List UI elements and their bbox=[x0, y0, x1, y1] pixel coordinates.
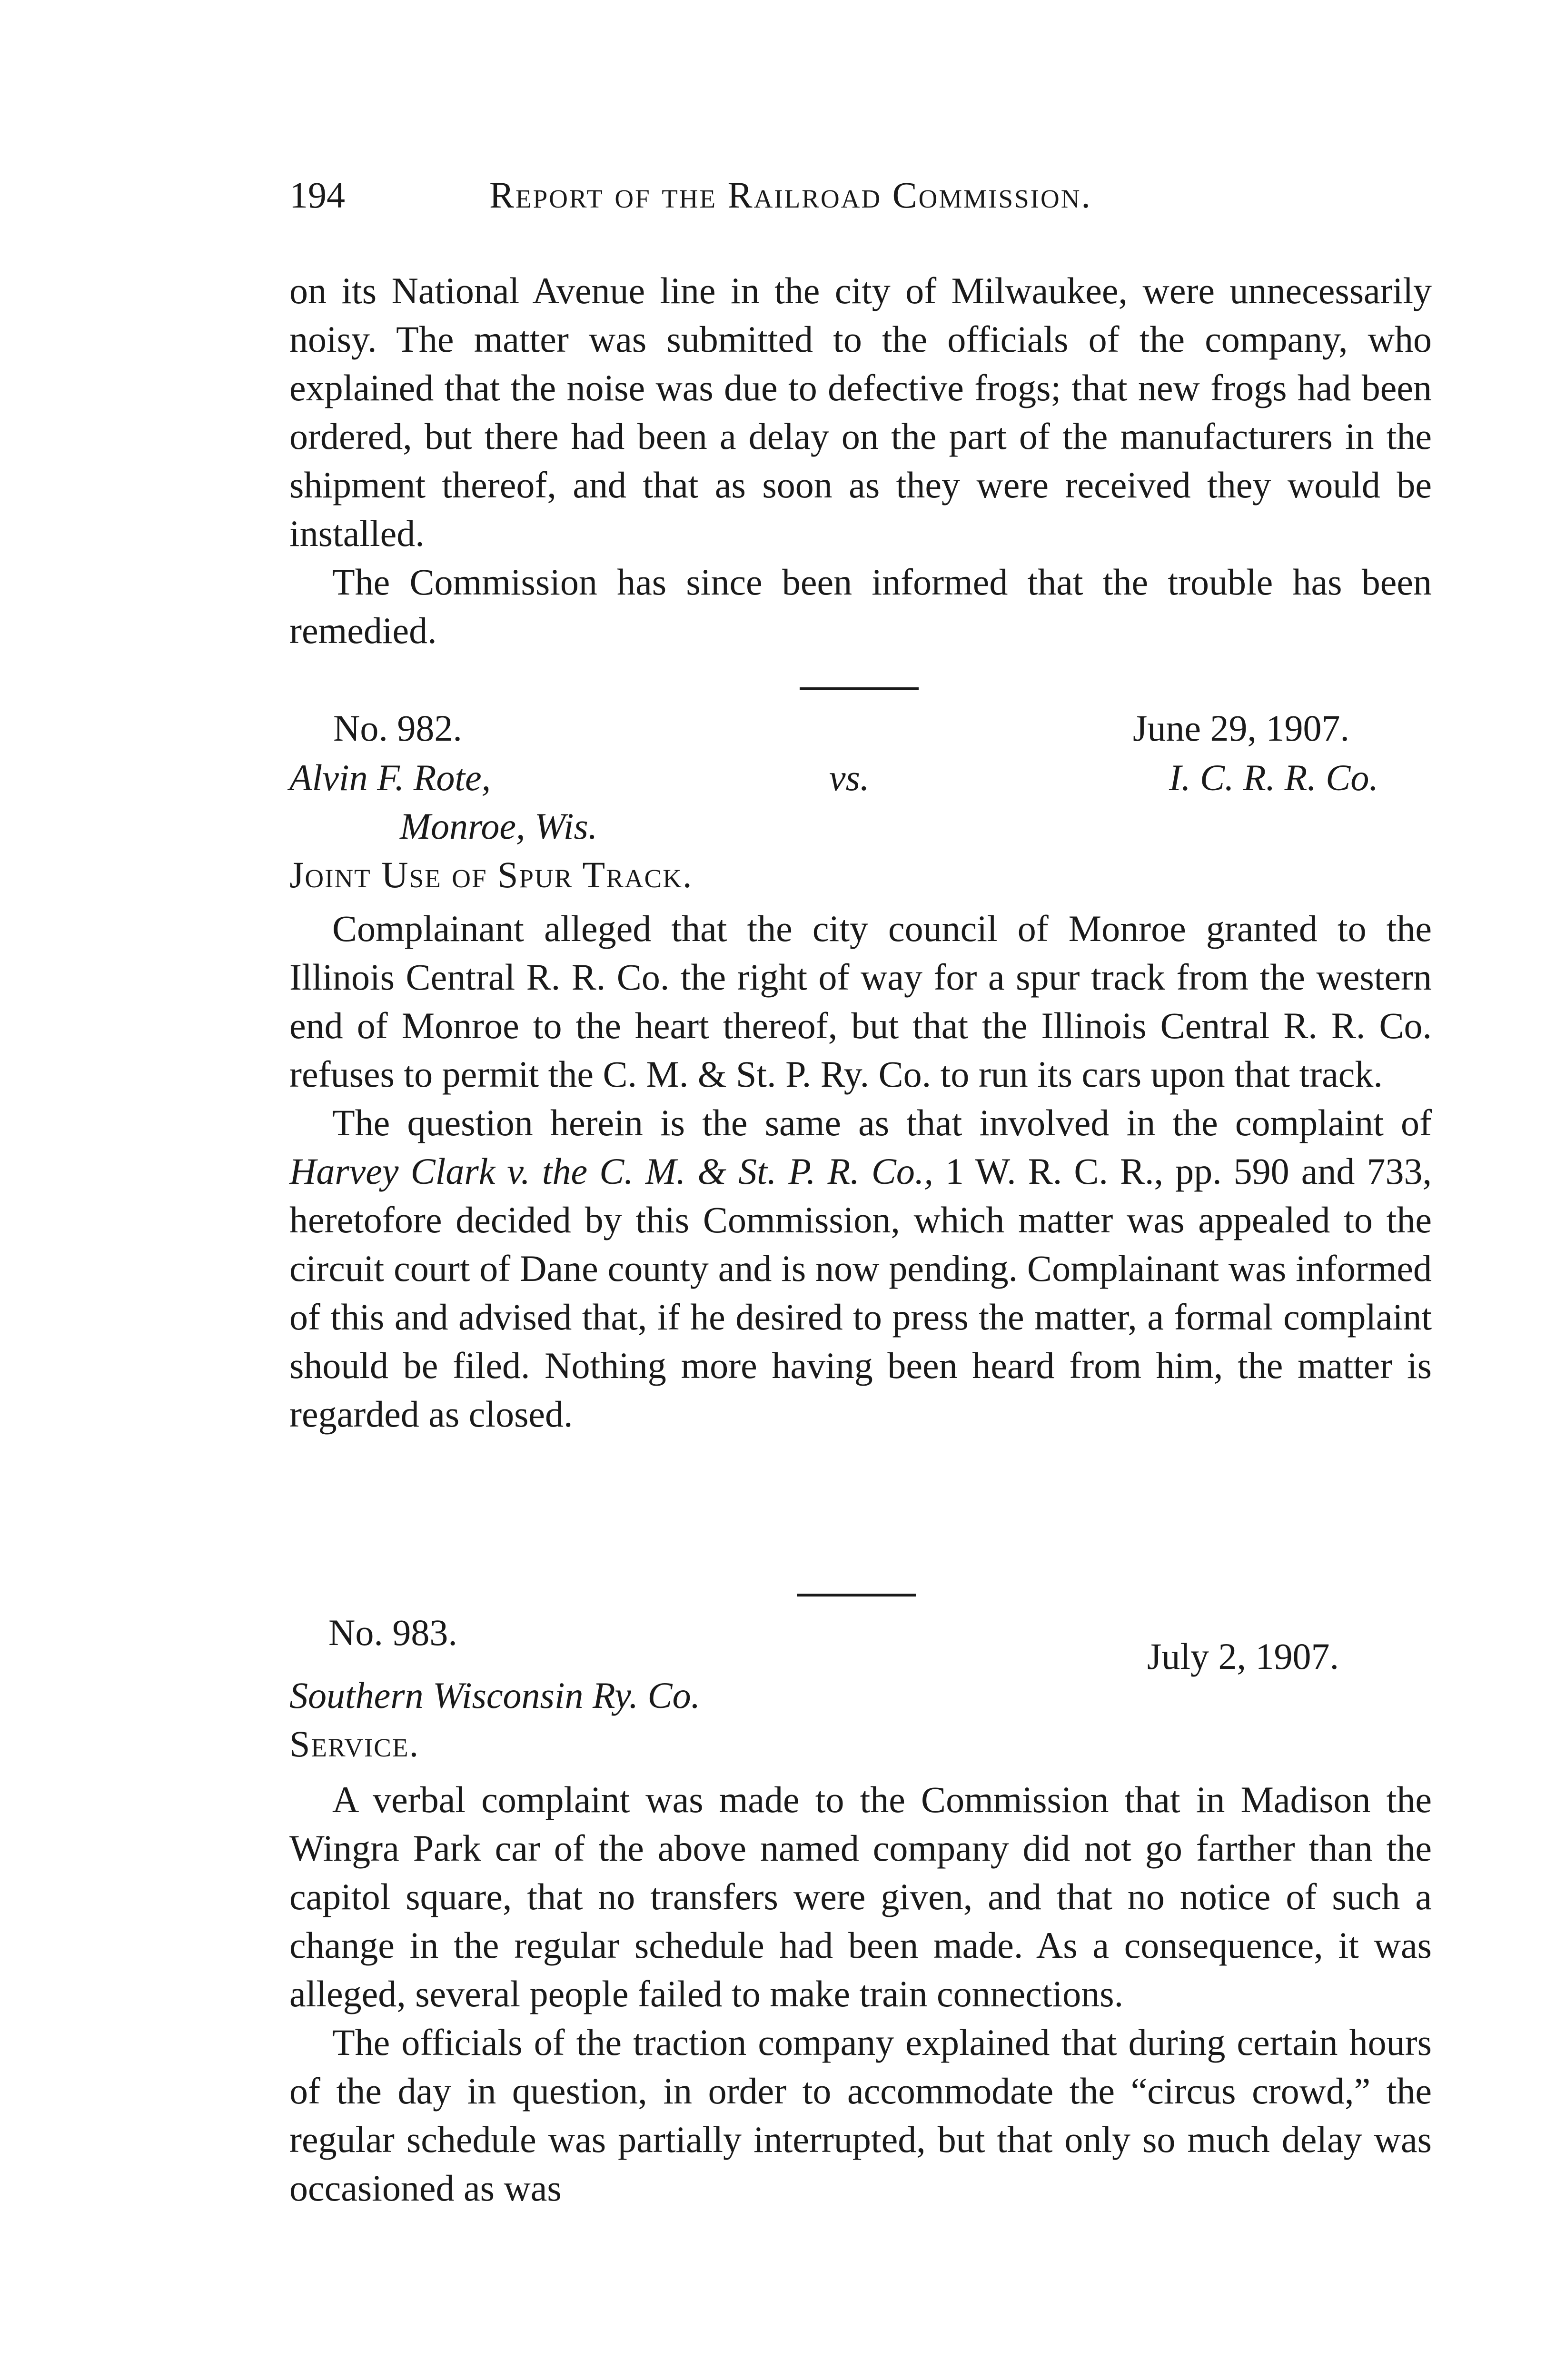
case-paragraph-1: Complainant alleged that the city council of Monroe granted to the Illinois Central R. R. Co. the right of way for a spur track from the western end of Monroe to the heart thereof, but that the Illinois Central R. R. Co. refuses to permit the C. M. & St. P. Ry. Co. to run its cars upon that track. bbox=[289, 908, 1432, 1095]
case-number: No. 983. bbox=[328, 1612, 457, 1653]
case-date: June 29, 1907. bbox=[1133, 707, 1349, 749]
case-paragraph-1: A verbal complaint was made to the Commission that in Madison the Wingra Park car of the above named company did not go farther than the capitol square, that no transfers were given, and that no notice of such a change in the regular schedule had been made. As a consequence, it was alleged, several people failed to make train connections. bbox=[289, 1779, 1432, 2014]
case-date: July 2, 1907. bbox=[1147, 1636, 1339, 1677]
case-paragraph-2-end: 1 W. R. C. R., pp. 590 and 733, heretofore decided by this Commission, which matter was appealed to the circuit court of Dane county and is now pending. Complainant was informed of this and advised that, if he desired to press the matter, a formal complaint should be filed. Nothing more having been heard from him, the matter is regarded as closed. bbox=[289, 1150, 1432, 1435]
section-divider bbox=[797, 1594, 916, 1597]
case-paragraph-2 bbox=[289, 1099, 1432, 1438]
case-paragraph-2: The officials of the traction company explained that during certain hours of the day in question, in order to accommodate the “circus crowd,” the regular schedule was partially interrupted, but that only so much delay was occasioned as was bbox=[289, 2022, 1432, 2209]
intro-paragraph-1: on its National Avenue line in the city of Milwaukee, were unnecessarily noisy. The matter was submitted to the officials of the company, who explained that the noise was due to defective frogs; that new frogs had been ordered, but there had been a delay on the part of the manufacturers in the shipment thereof, and that as soon as they were received they would be installed. bbox=[289, 270, 1432, 554]
case-versus: vs. bbox=[829, 757, 870, 798]
case-respondent: I. C. R. R. Co. bbox=[1169, 757, 1378, 798]
case-respondent: Southern Wisconsin Ry. Co. bbox=[289, 1675, 701, 1716]
section-divider bbox=[800, 687, 919, 690]
page-header bbox=[289, 171, 1441, 219]
case-982-body bbox=[289, 904, 1432, 1438]
case-location: Monroe, Wis. bbox=[400, 805, 598, 847]
case-subject: Service. bbox=[289, 1723, 420, 1765]
case-complainant: Alvin F. Rote, bbox=[289, 757, 491, 798]
intro-paragraph-2: The Commission has since been informed that the trouble has been remedied. bbox=[289, 561, 1432, 651]
case-number: No. 982. bbox=[333, 707, 462, 749]
intro-text bbox=[289, 267, 1432, 655]
running-head: Report of the Railroad Commission. bbox=[489, 174, 1092, 216]
case-983-body bbox=[289, 1775, 1432, 2212]
case-subject: Joint Use of Spur Track. bbox=[289, 854, 693, 895]
case-paragraph-2-start: The question herein is the same as that involved in the complaint of bbox=[332, 1102, 1432, 1143]
cited-case: Harvey Clark v. the C. M. & St. P. R. Co., bbox=[289, 1150, 933, 1192]
page-number: 194 bbox=[289, 174, 345, 216]
